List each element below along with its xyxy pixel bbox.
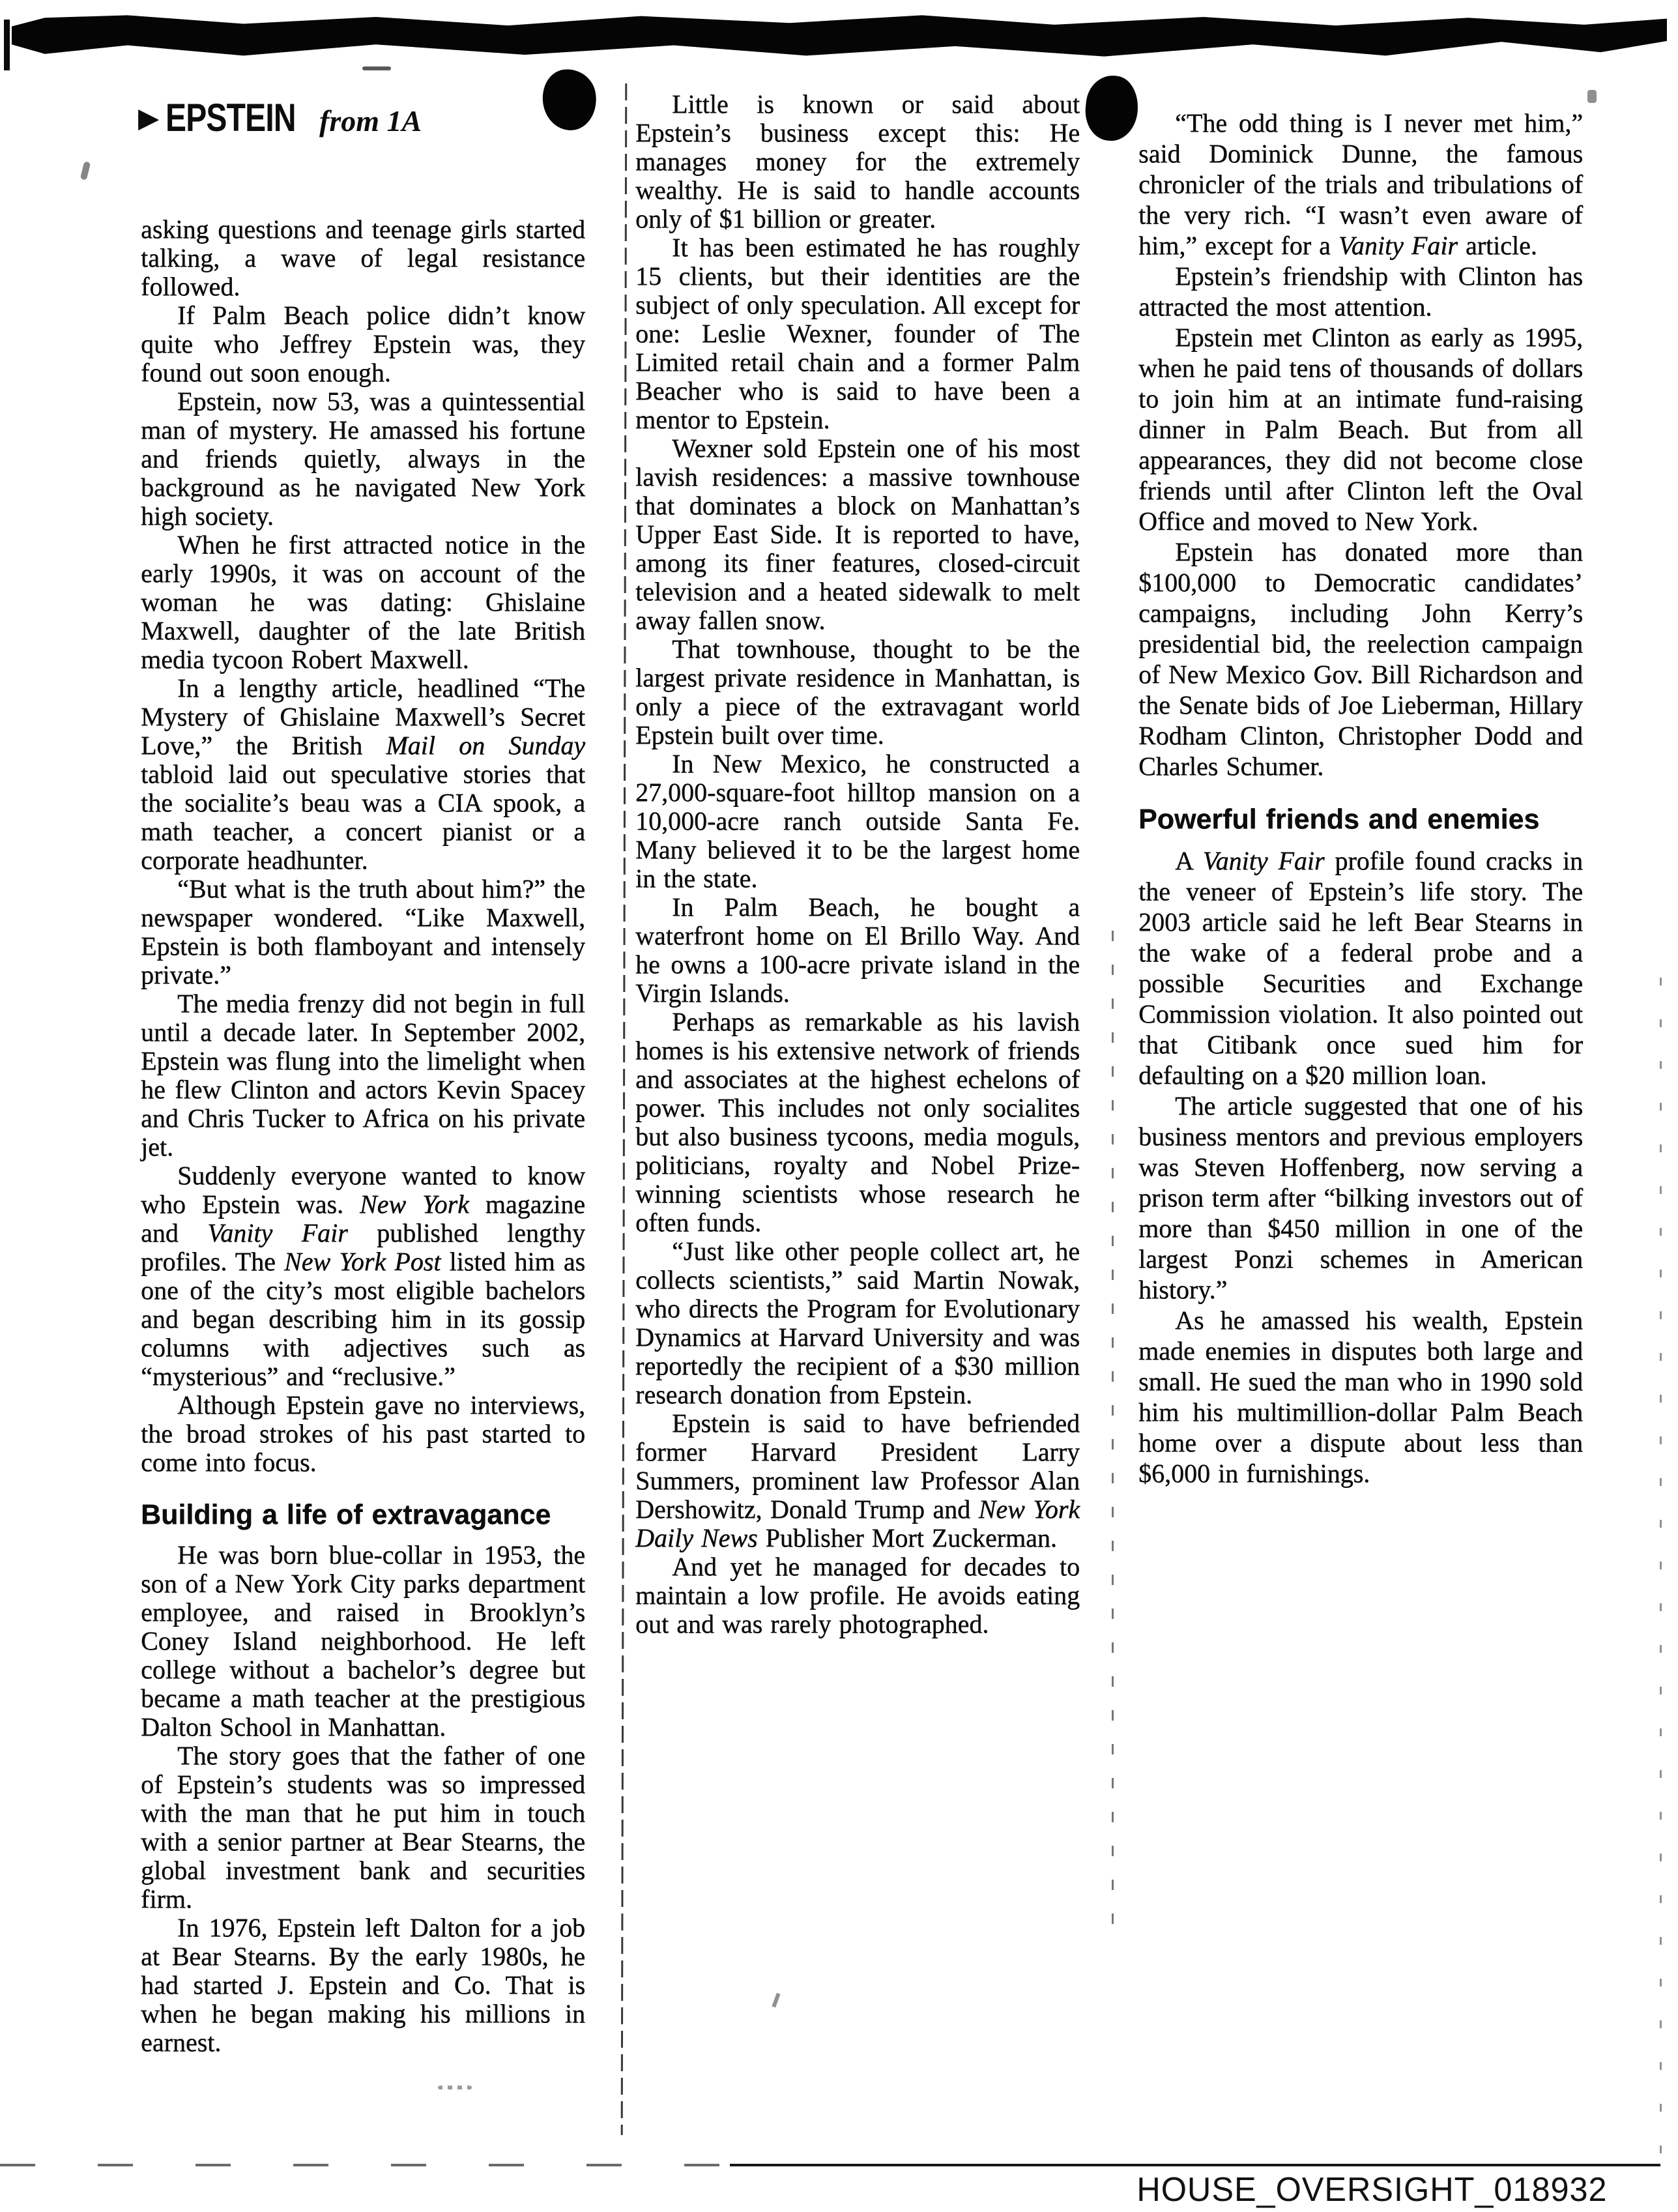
clipping-bottom-border-dashed — [0, 2164, 730, 2166]
text-run: “But what is the truth about him?” the newspaper wondered. “Like Maxwell, Epstein is both flamboyant and intensely private.” — [141, 874, 585, 989]
text-run: Epstein has donated more than $100,000 to Democratic candidates’ campaigns, including John Kerry’s presidential bid, the reelection campaign of New Mexico Gov. Bill Richardson and the Senate bids of Joe Lieberman, Hillary Rodham Clinton, Christopher Dodd and Charles Schumer. — [1138, 537, 1583, 781]
scan-speck — [80, 161, 91, 181]
text-run: profile found cracks in the veneer of Epstein’s life story. The 2003 article said he left Bear Stearns in the wake of a federal probe and a possible Securities and Exchange Commission violation. It also pointed out that Citibank once sued him for defaulting on a $20 million loan. — [1138, 846, 1583, 1090]
body-paragraph — [1138, 108, 1583, 261]
column-divider-rule — [621, 83, 628, 2135]
column-2 — [635, 90, 1080, 1638]
scan-artifact-top-band — [12, 14, 1667, 57]
bates-stamp: HOUSE_OVERSIGHT_018932 — [1136, 2171, 1608, 2209]
column-3 — [1138, 108, 1583, 1489]
text-run: In New Mexico, he constructed a 27,000-square-foot hilltop mansion on a 10,000-acre ranch outside Santa Fe. Many believed it to be the largest home in the state. — [635, 749, 1080, 893]
body-paragraph — [1138, 322, 1583, 536]
text-run: Wexner sold Epstein one of his most lavish residences: a massive townhouse that dominates a block on Manhattan’s Upper East Side. It is reported to have, among its finer features, closed-circuit television and a heated sidewalk to melt away fallen snow. — [635, 433, 1080, 635]
body-paragraph — [141, 1391, 585, 1477]
text-run: Epstein’s friendship with Clinton has attracted the most attention. — [1138, 261, 1583, 321]
text-run: That townhouse, thought to be the largest private residence in Manhattan, is only a piece of the extravagant world Epstein built over time. — [635, 634, 1080, 749]
text-run: As he amassed his wealth, Epstein made enemies in disputes both large and small. He sued the man who in 1990 sold him his multimillion-dollar Palm Beach home over a dispute about less than $6,000 in furnishings. — [1138, 1305, 1583, 1488]
scan-artifact-corner-tick — [4, 20, 10, 70]
text-run: Epstein met Clinton as early as 1995, when he paid tens of thousands of dollars to join him at an intimate fund-raising dinner in Palm Beach. But from all appearances, they did not become close friends until after Clinton left the Oval Office and moved to New York. — [1138, 323, 1583, 536]
text-run: A — [1175, 846, 1203, 875]
text-run: In Palm Beach, he bought a waterfront home on El Brillo Way. And he owns a 100-acre private island in the Virgin Islands. — [635, 892, 1080, 1008]
body-paragraph — [141, 387, 585, 531]
text-run: Epstein, now 53, was a quintessential man of mystery. He amassed his fortune and friends quietly, always in the background as he navigated New York high society. — [141, 386, 585, 531]
text-run: Epstein is said to have befriended former Harvard President Larry Summers, prominent law Professor Alan Dershowitz, Donald Trump and — [635, 1408, 1080, 1524]
body-paragraph — [1138, 1305, 1583, 1489]
section-subhead: Building a life of extravagance — [141, 1499, 551, 1530]
jump-headline-continuation: from 1A — [319, 104, 422, 138]
body-paragraph — [635, 1008, 1080, 1237]
text-run: If Palm Beach police didn’t know quite who Jeffrey Epstein was, they found out soon enough. — [141, 300, 585, 387]
text-run: It has been estimated he has roughly 15 clients, but their identities are the subject of only speculation. All except for one: Leslie Wexner, founder of The Limited retail chain and a former Palm Beacher who is said to have been a mentor to Epstein. — [635, 233, 1080, 434]
jump-headline — [138, 95, 594, 140]
clipping-right-edge-rule — [1660, 978, 1662, 2165]
body-paragraph — [635, 893, 1080, 1008]
body-paragraph — [141, 531, 585, 674]
body-paragraph — [141, 301, 585, 387]
body-paragraph — [141, 1161, 585, 1391]
column-divider-rule — [1112, 931, 1114, 1941]
body-paragraph — [635, 233, 1080, 434]
scan-speck — [1587, 90, 1597, 103]
text-run: article. — [1457, 231, 1537, 260]
text-run: He was born blue-collar in 1953, the son of a New York City parks department employee, and raised in Brooklyn’s Coney Island neighborhood. He left college without a bachelor’s degree but became a math teacher at the prestigious Dalton School in Manhattan. — [141, 1540, 585, 1741]
publication-name: Vanity Fair — [1338, 231, 1458, 260]
text-run: Although Epstein gave no interviews, the broad strokes of his past started to come into focus. — [141, 1390, 585, 1477]
text-run: In 1976, Epstein left Dalton for a job at Bear Stearns. By the early 1980s, he had started J. Epstein and Co. That is when he began making his millions in earnest. — [141, 1913, 585, 2057]
scan-speck — [362, 66, 391, 70]
body-paragraph — [141, 1541, 585, 1741]
body-paragraph — [141, 989, 585, 1161]
text-run: listed him as one of the city’s most eligible bachelors and began describing him in its gossip columns with adjectives such as “mysterious” and “reclusive.” — [141, 1247, 586, 1391]
body-paragraph — [635, 635, 1080, 749]
body-paragraph — [635, 1409, 1080, 1552]
text-run: Suddenly everyone wanted to know who Epstein was. — [141, 1161, 585, 1219]
column-1 — [141, 215, 585, 2057]
body-paragraph — [1138, 536, 1583, 781]
text-run: “Just like other people collect art, he collects scientists,” said Martin Nowak, who directs the Program for Evolutionary Dynamics at Harvard University and was reportedly the recipient of a $30 million research donation from Epstein. — [635, 1236, 1080, 1409]
publication-name: New York Post — [283, 1247, 441, 1276]
text-run: The story goes that the father of one of Epstein’s students was so impressed with the man that he put him in touch with a senior partner at Bear Stearns, the global investment bank and securities firm. — [141, 1741, 585, 1914]
punch-hole-dot — [1082, 73, 1141, 143]
text-run: asking questions and teenage girls started talking, a wave of legal resistance followed. — [141, 214, 585, 301]
jump-arrow-icon: ▶ — [138, 102, 160, 134]
text-run: tabloid laid out speculative stories that the socialite’s beau was a CIA spook, a math teacher, a concert pianist or a corporate headhunter. — [141, 759, 585, 875]
scan-speck — [438, 2086, 472, 2089]
body-paragraph — [141, 1741, 585, 1914]
body-paragraph — [141, 1914, 585, 2057]
publication-name: Vanity Fair — [1202, 846, 1325, 875]
clipping-bottom-border — [730, 2164, 1660, 2166]
body-paragraph — [635, 749, 1080, 893]
publication-name: Mail on Sunday — [386, 731, 585, 760]
publication-name: New York — [359, 1189, 469, 1219]
continuation-paragraph — [141, 215, 585, 301]
text-run: When he first attracted notice in the early 1990s, it was on account of the woman he was dating: Ghislaine Maxwell, daughter of the late British media tycoon Robert Maxwell. — [141, 530, 585, 674]
section-subhead: Powerful friends and enemies — [1138, 804, 1540, 835]
text-run: And yet he managed for decades to maintain a low profile. He avoids eating out and was rarely photographed. — [635, 1552, 1080, 1638]
body-paragraph — [1138, 261, 1583, 322]
text-run: The article suggested that one of his business mentors and previous employers was Steven Hoffenberg, now serving a prison term after “bilking investors out of more than $450 million in one of the largest Ponzi schemes in American history.” — [1138, 1091, 1583, 1304]
body-paragraph — [141, 674, 585, 875]
jump-headline-slug: EPSTEIN — [166, 96, 297, 139]
publication-name: Vanity Fair — [207, 1218, 348, 1247]
text-run: In a lengthy article, headlined “The Mystery of Ghislaine Maxwell’s Secret Love,” the British — [141, 673, 585, 760]
text-run: Perhaps as remarkable as his lavish homes is his extensive network of friends and associates at the highest echelons of power. This includes not only socialites but also business tycoons, media moguls, politicians, royalty and Nobel Prize-winning scientists whose research he often funds. — [635, 1007, 1080, 1237]
body-paragraph — [1138, 845, 1583, 1090]
text-run: Little is known or said about Epstein’s business except this: He manages money for the extremely wealthy. He is said to handle accounts only of $1 billion or greater. — [635, 89, 1080, 233]
publication-name: New York Daily News — [635, 1494, 1080, 1552]
text-run: “The odd thing is I never met him,” said Dominick Dunne, the famous chronicler of the trials and tribulations of the very rich. “I wasn’t even aware of him,” except for a — [1138, 108, 1583, 260]
text-run: published lengthy profiles. The — [141, 1218, 585, 1276]
text-run: magazine and — [141, 1189, 586, 1247]
body-paragraph — [635, 1237, 1080, 1409]
body-paragraph — [635, 90, 1080, 233]
scan-speck — [772, 1993, 780, 2008]
body-paragraph — [635, 434, 1080, 635]
body-paragraph — [141, 875, 585, 989]
body-paragraph — [1138, 1090, 1583, 1305]
text-run: The media frenzy did not begin in full until a decade later. In September 2002, Epstein was flung into the limelight when he flew Clinton and actors Kevin Spacey and Chris Tucker to Africa on his private jet. — [141, 989, 585, 1161]
body-paragraph — [635, 1552, 1080, 1638]
text-run: Publisher Mort Zuckerman. — [757, 1523, 1057, 1552]
